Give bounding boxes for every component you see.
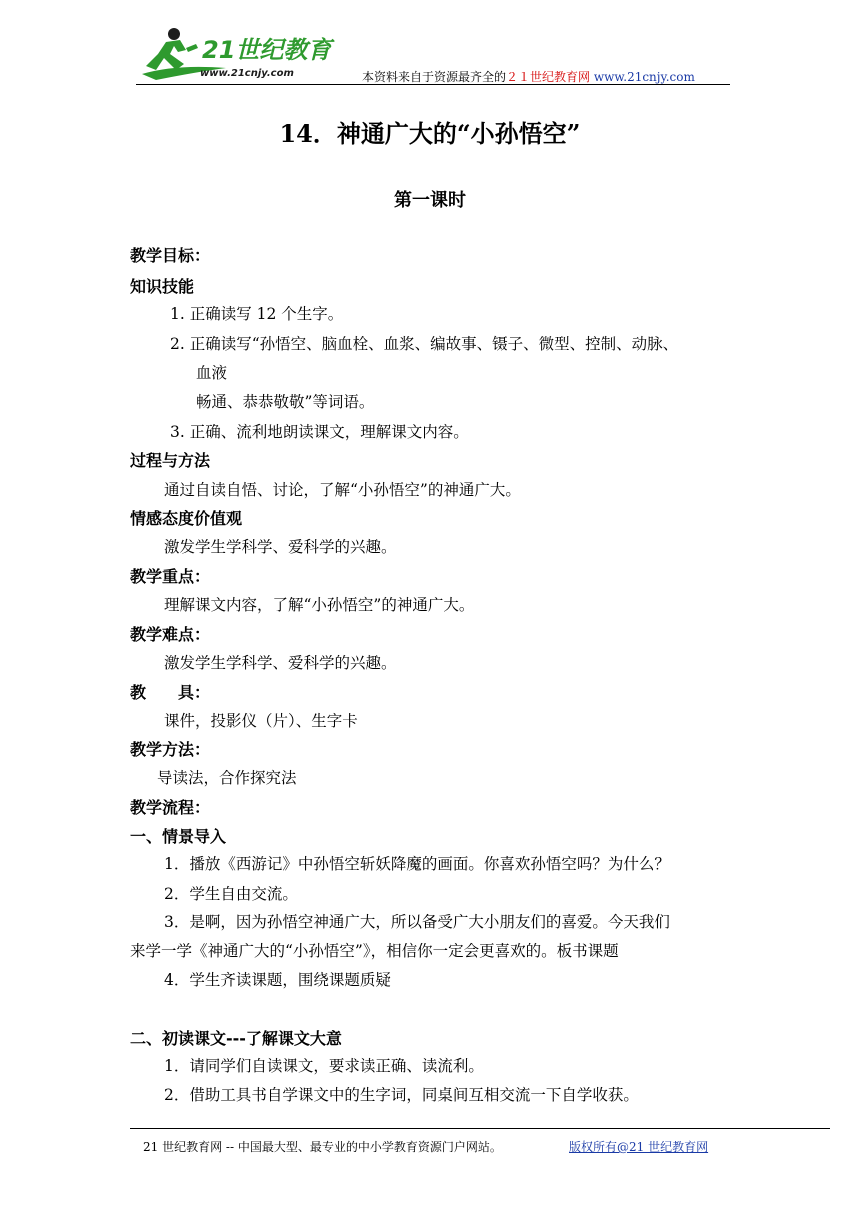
section-2-item-2: 2．借助工具书自学课文中的生字词，同桌间互相交流一下自学收获。 — [164, 1086, 639, 1104]
site-logo — [136, 24, 356, 86]
difficulty-heading: 教学难点： — [130, 625, 211, 644]
header-note-site: ２１世纪教育网 — [506, 70, 591, 84]
difficulty-text: 激发学生学科学、爱科学的兴趣。 — [164, 654, 397, 672]
footer-copyright-link[interactable]: 版权所有@21 世纪教育网 — [569, 1140, 709, 1154]
section-1-item-2: 2．学生自由交流。 — [164, 885, 298, 903]
key-point-text: 理解课文内容，了解“小孙悟空”的神通广大。 — [164, 596, 475, 614]
section-2-heading: 二、初读课文---了解课文大意 — [130, 1029, 342, 1048]
header-note — [362, 68, 695, 85]
flow-heading: 教学流程： — [130, 798, 211, 817]
section-1-item-3-line2: 来学一学《神通广大的“小孙悟空”》，相信你一定会更喜欢的。板书课题 — [130, 942, 619, 960]
section-2-item-1: 1．请同学们自读课文，要求读正确、读流利。 — [164, 1057, 484, 1075]
knowledge-heading: 知识技能 — [130, 277, 195, 296]
emotion-heading: 情感态度价值观 — [130, 509, 243, 528]
logo-text: 21世纪教育 — [202, 36, 332, 64]
emotion-text: 激发学生学科学、爱科学的兴趣。 — [164, 538, 397, 556]
footer-tagline: 21 世纪教育网 -- 中国最大型、最专业的中小学教育资源门户网站。 — [143, 1140, 502, 1154]
goals-heading: 教学目标： — [130, 246, 211, 265]
knowledge-item-3: 3. 正确、流利地朗读课文，理解课文内容。 — [170, 423, 469, 441]
header-note-prefix: 本资料来自于资源最齐全的 — [362, 70, 507, 84]
footer-rule — [130, 1128, 830, 1129]
document-title: 14．神通广大的“小孙悟空” — [279, 119, 581, 148]
section-1-heading: 一、情景导入 — [130, 827, 227, 846]
header-rule — [136, 84, 730, 85]
method-text: 导读法，合作探究法 — [157, 769, 297, 787]
section-1-item-1: 1．播放《西游记》中孙悟空斩妖降魔的画面。你喜欢孙悟空吗？为什么？ — [164, 855, 670, 873]
header-note-url[interactable]: www.21cnjy.com — [593, 70, 695, 84]
process-text: 通过自读自悟、讨论，了解“小孙悟空”的神通广大。 — [164, 481, 521, 499]
key-point-heading: 教学重点： — [130, 567, 211, 586]
tools-text: 课件，投影仪（片）、生字卡 — [164, 712, 358, 730]
document-subtitle: 第一课时 — [394, 190, 466, 211]
knowledge-item-2-line1: 2. 正确读写“孙悟空、脑血栓、血浆、编故事、镊子、微型、控制、动脉、 — [170, 335, 679, 353]
method-heading: 教学方法： — [130, 740, 211, 759]
section-1-item-4: 4．学生齐读课题，围绕课题质疑 — [164, 971, 391, 989]
knowledge-item-2-line3: 畅通、恭恭敬敬”等词语。 — [196, 393, 375, 411]
logo-url: www.21cnjy.com — [200, 68, 294, 79]
process-heading: 过程与方法 — [130, 451, 211, 470]
section-1-item-3-line1: 3．是啊，因为孙悟空神通广大，所以备受广大小朋友们的喜爱。今天我们 — [164, 913, 670, 931]
knowledge-item-2-line2: 血液 — [196, 364, 228, 382]
tools-heading: 教 具： — [130, 683, 211, 702]
knowledge-item-1: 1. 正确读写 12 个生字。 — [170, 305, 344, 323]
